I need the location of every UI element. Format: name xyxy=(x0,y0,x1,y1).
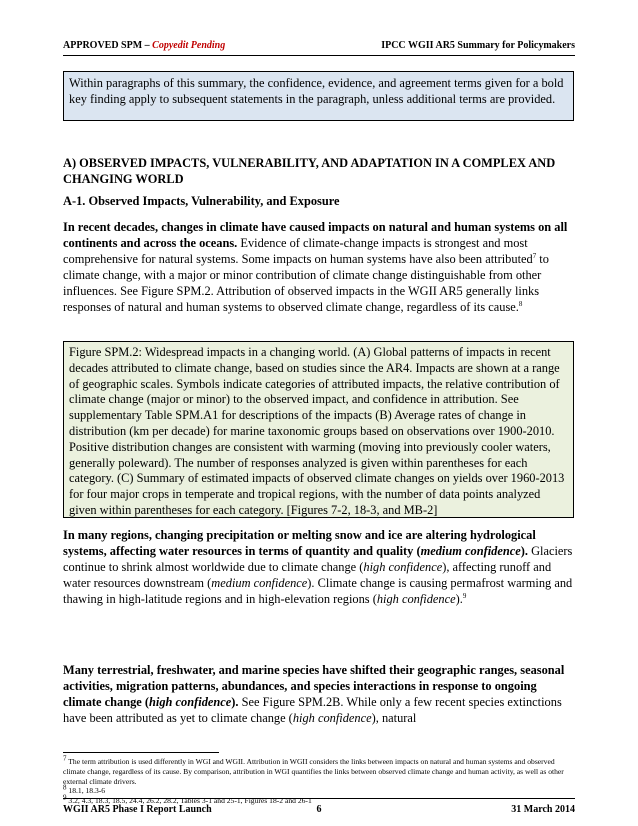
header-left: APPROVED SPM – Copyedit Pending xyxy=(63,40,226,51)
footnote-ref-7[interactable]: 7 xyxy=(532,251,537,260)
header-right: IPCC WGII AR5 Summary for Policymakers xyxy=(381,40,575,51)
footer-date: 31 March 2014 xyxy=(511,804,575,815)
footnote-rule xyxy=(63,752,219,753)
footer-left: WGII AR5 Phase I Report Launch xyxy=(63,804,212,815)
paragraph-hydrological: In many regions, changing precipitation or melting snow and ice are altering hydrological systems, affecting water resources in terms of quantity and quality (medium confidence). Glaciers continue to shrink almost worldwide due to climate change (high confidence), affecting runoff and water resources downstream (medium confidence). Climate change is causing permafrost warming and thawing in high-latitude regions and in high-elevation regions (high confidence).$^9$ xyxy=(63,528,573,606)
footer-rule xyxy=(63,798,575,799)
page-number: 6 xyxy=(316,804,322,815)
confidence-note-box: Within paragraphs of this summary, the confidence, evidence, and agreement terms given for a bold key finding apply to subsequent statements in the paragraph, unless additional terms are provided. xyxy=(63,71,574,121)
footnote-8: $^8$ 18.1, 18.3-6 xyxy=(63,783,106,796)
section-a-title: A) OBSERVED IMPACTS, VULNERABILITY, AND ADAPTATION IN A COMPLEX AND CHANGING WORLD xyxy=(63,156,556,186)
footnote-7: $^7$ The term attribution is used differently in WGI and WGII. Attribution in WGII considers the links between impacts on natural and human systems and observed climate change, regardless of its cause. By comparison, attribution in WGI quantifies the links between observed climate change and human activity, as well as other external climate drivers. xyxy=(63,754,564,786)
footnote-9: $^9$ 3.2, 4.3, 18.3, 18.5, 24.4, 26.2, 28.2, Tables 3-1 and 25-1, Figures 18-2 and 26-1 xyxy=(63,793,312,806)
footnote-ref-8[interactable]: 8 xyxy=(518,299,523,308)
header-rule xyxy=(63,55,575,56)
footnote-ref-9[interactable]: 9 xyxy=(462,591,467,600)
paragraph-observed-impacts: In recent decades, changes in climate have caused impacts on natural and human systems on all continents and across the oceans. Evidence of climate-change impacts is strongest and most comprehensive for natural systems. Some impacts on human systems have also been attributed$^7$ to climate change, with a major or minor contribution of climate change distinguishable from other influences. See Figure SPM.2. Attribution of observed impacts in the WGII AR5 generally links responses of natural and human systems to observed climate change, regardless of its cause.$^8$ xyxy=(63,220,568,314)
section-a1-title: A-1. Observed Impacts, Vulnerability, and Exposure xyxy=(63,194,340,208)
copyedit-pending-label: Copyedit Pending xyxy=(152,40,226,51)
paragraph-species-shift: Many terrestrial, freshwater, and marine species have shifted their geographic ranges, seasonal activities, migration patterns, abundances, and species interactions in response to ongoing climate change (high confidence). See Figure SPM.2B. While only a few recent species extinctions have been attributed as yet to climate change (high confidence), natural xyxy=(63,663,565,725)
figure-spm2-caption-box: Figure SPM.2: Widespread impacts in a changing world. (A) Global patterns of impacts in recent decades attributed to climate change, based on studies since the AR4. Impacts are shown at a range of geographic scales. Symbols indicate categories of attributed impacts, the relative contribution of climate change (major or minor) to the observed impact, and confidence in attribution. See supplementary Table SPM.A1 for descriptions of the impacts (B) Average rates of change in distribution (km per decade) for marine taxonomic groups based on observations over 1900-2010. Positive distribution changes are consistent with warming (moving into previously cooler waters, generally poleward). The number of responses analyzed is given within parentheses for each category. (C) Summary of estimated impacts of observed climate changes on yields over 1960-2013 for four major crops in temperate and tropical regions, with the number of data points analyzed given within parentheses for each category. [Figures 7-2, 18-3, and MB-2] xyxy=(63,341,574,518)
